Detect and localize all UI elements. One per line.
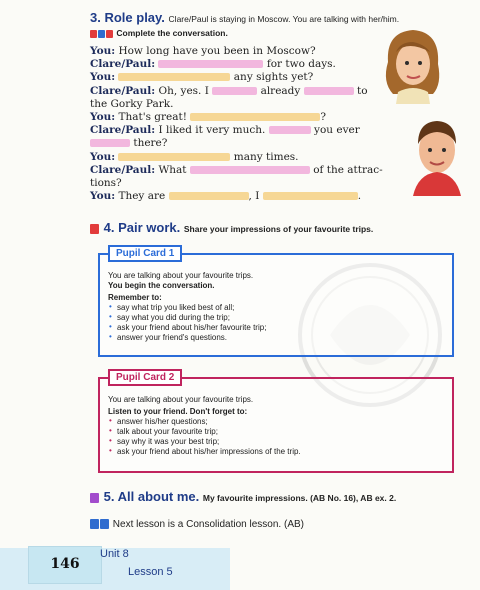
speaker: You: bbox=[90, 111, 116, 124]
section-intro: Clare/Paul is staying in Moscow. You are talking with her/him. bbox=[168, 14, 400, 24]
instruction-text: Complete the conversation. bbox=[116, 28, 228, 38]
section-3-instruction bbox=[90, 28, 228, 38]
bullet-item: • say what trip you liked best of all; bbox=[108, 303, 438, 313]
speaker: You: bbox=[90, 190, 116, 203]
card-line: Remember to: bbox=[108, 293, 162, 302]
speaker: Clare/Paul: bbox=[90, 84, 156, 97]
card-line: You are talking about your favourite trips. bbox=[108, 395, 254, 404]
line-text: ? bbox=[320, 111, 326, 124]
line-text: How long have you been in Moscow? bbox=[118, 45, 316, 57]
speaker: You: bbox=[90, 45, 116, 57]
line-text: already bbox=[260, 84, 301, 97]
bullet-item: • talk about your favourite trip; bbox=[108, 427, 438, 437]
book-icon bbox=[98, 30, 105, 38]
section-5-title bbox=[90, 489, 396, 504]
pupil-card-text bbox=[108, 395, 438, 457]
section-number: 5. bbox=[103, 489, 115, 504]
card-line: Listen to your friend. Don't forget to: bbox=[108, 407, 248, 416]
pen-icon bbox=[90, 493, 99, 503]
dialogue-line bbox=[90, 71, 390, 84]
blank bbox=[90, 139, 130, 147]
dialogue-line bbox=[90, 45, 390, 58]
boy-portrait-icon bbox=[406, 112, 468, 196]
section-title: Role play. bbox=[104, 10, 165, 25]
speaker: Clare/Paul: bbox=[90, 58, 156, 71]
dialogue-line bbox=[90, 164, 390, 177]
dialogue-line bbox=[90, 98, 390, 111]
blank bbox=[263, 192, 358, 200]
line-text: of the attrac- bbox=[313, 163, 383, 176]
section-intro: Share your impressions of your favourite trips. bbox=[183, 224, 374, 234]
blank bbox=[190, 113, 320, 121]
bullet-item: • ask your friend about his/her impressions of the trip. bbox=[108, 447, 438, 457]
line-text: tions? bbox=[90, 177, 122, 190]
pupil-card-text bbox=[108, 271, 438, 343]
line-text: any sights yet? bbox=[233, 71, 314, 84]
blank bbox=[190, 166, 310, 174]
line-text: you ever bbox=[314, 124, 360, 137]
page-number-box bbox=[28, 546, 102, 584]
ear-icon bbox=[90, 30, 97, 38]
lesson-label: Lesson 5 bbox=[128, 566, 173, 578]
section-title: All about me. bbox=[117, 489, 200, 504]
next-lesson-note bbox=[90, 519, 304, 530]
dialogue-line bbox=[90, 111, 390, 124]
pupil-card-title: Pupil Card 1 bbox=[108, 245, 182, 262]
card-line: You are talking about your favourite trips. bbox=[108, 271, 254, 280]
dialogue-line bbox=[90, 124, 390, 137]
line-text: for two days. bbox=[266, 58, 336, 71]
line-text: They are bbox=[118, 190, 166, 203]
line-text: many times. bbox=[233, 150, 299, 163]
pupil-card-title: Pupil Card 2 bbox=[108, 369, 182, 386]
pupil-card-1 bbox=[98, 248, 454, 357]
next-lesson-text: Next lesson is a Consolidation lesson. (AB) bbox=[112, 519, 304, 530]
section-number: 3. bbox=[90, 10, 101, 25]
section-title: Pair work. bbox=[118, 220, 181, 235]
blank bbox=[169, 192, 249, 200]
bullet-item: • answer his/her questions; bbox=[108, 417, 438, 427]
pupil-card-2 bbox=[98, 372, 454, 473]
girl-portrait-icon bbox=[378, 22, 448, 104]
line-text: to bbox=[357, 84, 368, 97]
line-text: , I bbox=[248, 190, 260, 203]
line-text: Oh, yes. I bbox=[158, 84, 209, 97]
line-text: That's great! bbox=[118, 111, 187, 124]
mouth-icon bbox=[106, 30, 113, 38]
line-text: the Gorky Park. bbox=[90, 97, 174, 110]
line-text: . bbox=[357, 190, 362, 203]
unit-label: Unit 8 bbox=[100, 548, 129, 560]
section-4-title bbox=[90, 220, 373, 235]
star-icon bbox=[100, 519, 109, 529]
section-number: 4. bbox=[103, 220, 115, 235]
dialogue-icon bbox=[90, 224, 99, 234]
bullet-item: • answer your friend's questions. bbox=[108, 333, 438, 343]
line-text: I liked it very much. bbox=[158, 124, 266, 137]
blank bbox=[212, 87, 257, 95]
dialogue-line bbox=[90, 137, 390, 150]
speaker: Clare/Paul: bbox=[90, 163, 156, 176]
bullet-item: • say why it was your best trip; bbox=[108, 437, 438, 447]
blank bbox=[118, 73, 230, 81]
line-text: there? bbox=[133, 137, 168, 150]
speaker: Clare/Paul: bbox=[90, 124, 156, 137]
bullet-item: • ask your friend about his/her favourite trip; bbox=[108, 323, 438, 333]
page-number: 146 bbox=[50, 556, 80, 572]
blank bbox=[269, 126, 311, 134]
dialogue-line bbox=[90, 151, 390, 164]
speaker: You: bbox=[90, 150, 116, 163]
dialogue-line bbox=[90, 177, 390, 190]
line-text: What bbox=[158, 163, 187, 176]
card-line: You begin the conversation. bbox=[108, 281, 215, 290]
blank bbox=[304, 87, 354, 95]
dialogue-line bbox=[90, 58, 390, 71]
section-text: My favourite impressions. (AB No. 16), AB ex. 2. bbox=[202, 493, 397, 503]
blank bbox=[118, 153, 230, 161]
blank bbox=[158, 60, 263, 68]
dialogue bbox=[90, 45, 390, 203]
bullet-item: • say what you did during the trip; bbox=[108, 313, 438, 323]
speaker: You: bbox=[90, 71, 116, 84]
dialogue-line bbox=[90, 85, 390, 98]
dialogue-line bbox=[90, 190, 390, 203]
book-icon bbox=[90, 519, 99, 529]
section-3-title bbox=[90, 10, 399, 25]
